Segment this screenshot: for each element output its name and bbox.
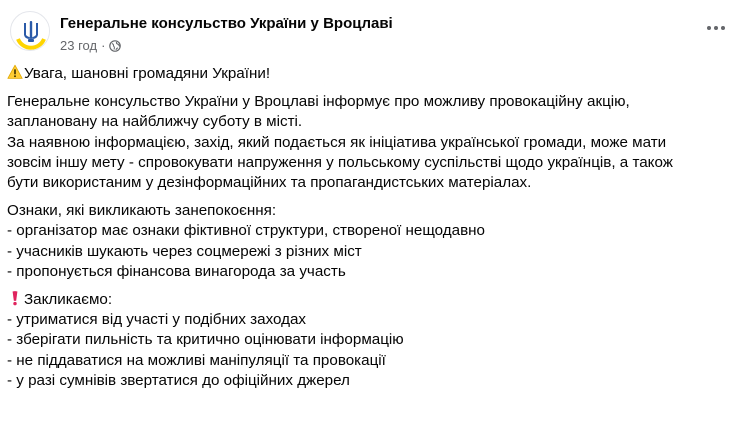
more-options-dot (707, 26, 711, 30)
intro-line: Генеральне консульство України у Вроцлаві інформує про можливу провокаційну акцію, (7, 93, 630, 111)
spacer (7, 282, 737, 290)
info-line: бути використаним у дезінформаційних та пропагандистських матеріалах. (7, 174, 532, 192)
post-header (10, 8, 734, 58)
appeal-paragraph (7, 290, 737, 391)
page-name-link[interactable]: Генеральне консульство України у Вроцлаві (60, 15, 393, 32)
globe-icon[interactable] (109, 40, 121, 52)
more-options-dot (714, 26, 718, 30)
more-options-dot (721, 26, 725, 30)
intro-line: заплановану на найближчу суботу в місті. (7, 113, 303, 131)
headline-paragraph (7, 64, 737, 84)
list-item: - учасників шукають через соцмережі з різних міст (7, 242, 362, 260)
signs-paragraph (7, 201, 737, 282)
exclamation-icon (7, 290, 23, 306)
info-line: зовсім іншу мету - спровокувати напруження у польському суспільстві щодо українців, а також (7, 153, 673, 171)
more-options-button[interactable] (702, 18, 730, 38)
appeal-title: Закликаємо: (24, 291, 113, 309)
list-item: - утриматися від участі у подібних заходах (7, 311, 307, 329)
post-timestamp[interactable]: 23 год (60, 38, 98, 53)
info-line: За наявною інформацією, захід, який подається як ініціатива української громади, може мати (7, 133, 667, 151)
avatar[interactable] (10, 11, 50, 51)
post-text (7, 64, 737, 391)
list-item: - не піддаватися на можливі маніпуляції та провокації (7, 351, 386, 369)
post-meta (60, 38, 121, 53)
meta-separator: · (101, 38, 106, 53)
spacer (7, 193, 737, 201)
intro-paragraph (7, 92, 737, 193)
spacer (7, 84, 737, 92)
list-item: - організатор має ознаки фіктивної структури, створеної нещодавно (7, 222, 485, 240)
signs-title: Ознаки, які викликають занепокоєння: (7, 202, 277, 220)
trident-logo-icon (11, 12, 50, 51)
warning-icon (7, 64, 23, 80)
list-item: - у разі сумнівів звертатися до офіційних джерел (7, 371, 350, 389)
headline-text: Увага, шановні громадяни України! (24, 65, 271, 82)
list-item: - зберігати пильність та критично оцінювати інформацію (7, 331, 404, 349)
list-item: - пропонується фінансова винагорода за участь (7, 262, 346, 280)
